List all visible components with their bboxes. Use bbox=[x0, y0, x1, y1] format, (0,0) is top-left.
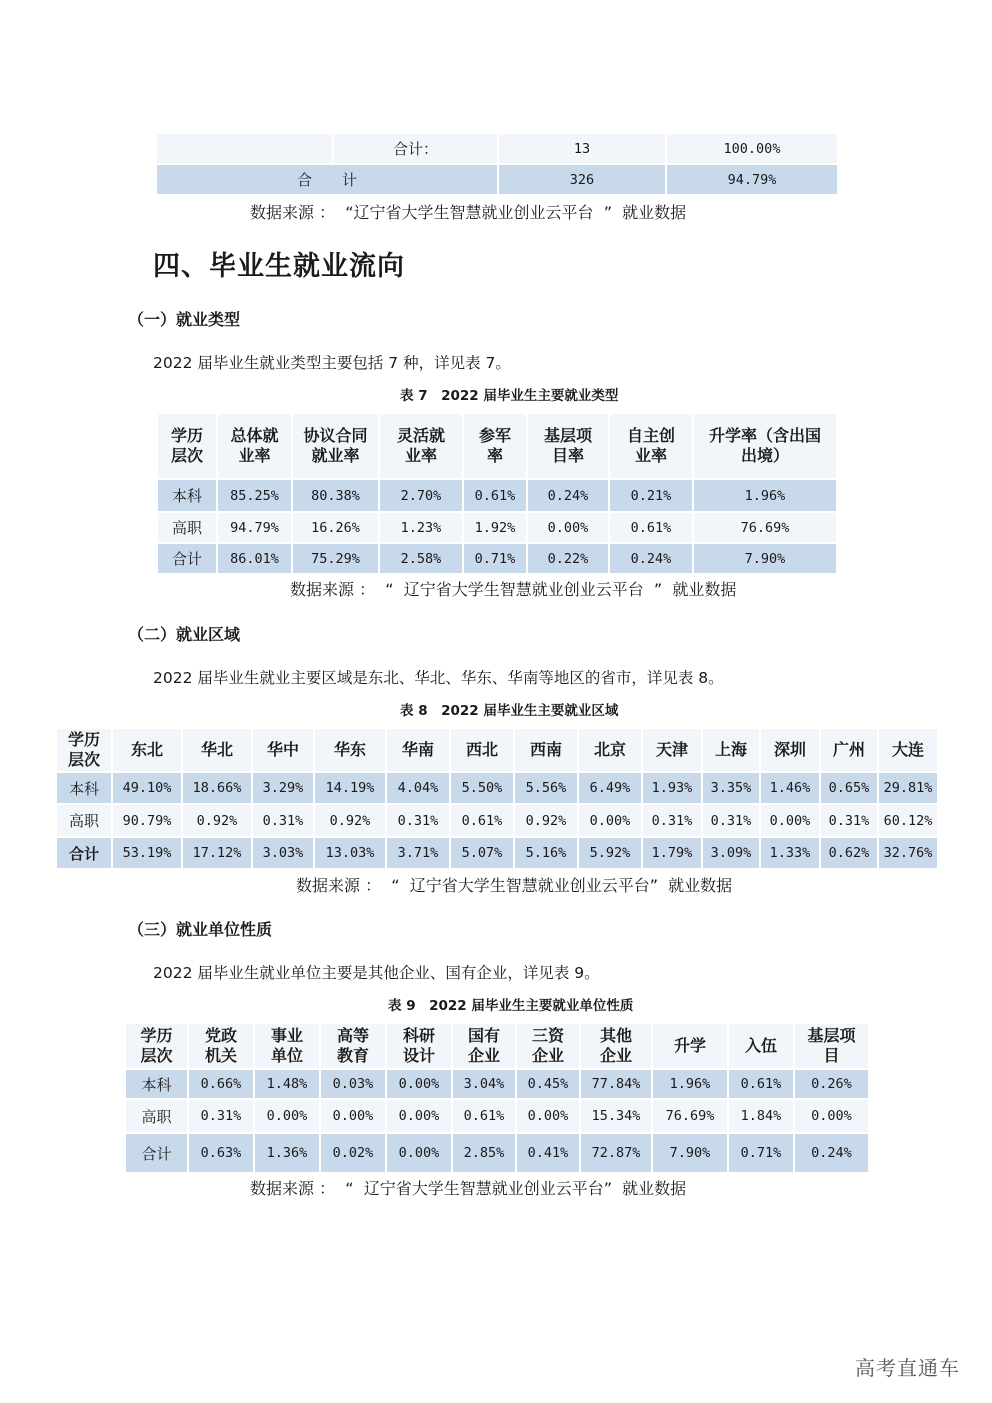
table-cell: 0.92% bbox=[182, 804, 252, 837]
table-cell: 1.84% bbox=[728, 1099, 794, 1133]
employment-region-table bbox=[55, 727, 939, 870]
table-cell: 85.25% bbox=[217, 479, 292, 512]
table-row bbox=[157, 479, 837, 512]
table-cell: 49.10% bbox=[112, 772, 182, 804]
subsection-heading: （一）就业类型 bbox=[128, 310, 241, 329]
table-row bbox=[56, 772, 938, 804]
row-label: 合计 bbox=[157, 543, 217, 574]
table-header-row bbox=[56, 728, 938, 772]
table-cell: 0.00% bbox=[760, 804, 820, 837]
table-cell: 合 计 bbox=[156, 164, 498, 195]
column-header: 华中 bbox=[252, 728, 314, 772]
column-header: 广州 bbox=[820, 728, 878, 772]
paragraph: 2022 届毕业生就业主要区域是东北、华北、华东、华南等地区的省市，详见表 8。 bbox=[153, 669, 724, 687]
table-cell: 0.31% bbox=[188, 1099, 254, 1133]
data-source-note: 数据来源 ： “ 辽宁省大学生智慧就业创业云平台 ” 就业数据 bbox=[290, 580, 737, 599]
employment-type-table bbox=[156, 412, 838, 575]
table-cell: 0.31% bbox=[702, 804, 760, 837]
column-header: 自主创业率 bbox=[609, 413, 693, 479]
row-label: 高职 bbox=[157, 512, 217, 543]
table-cell: 1.46% bbox=[760, 772, 820, 804]
table-cell: 0.00% bbox=[527, 512, 609, 543]
table-cell: 6.49% bbox=[578, 772, 642, 804]
column-header: 基层项目率 bbox=[527, 413, 609, 479]
table-cell: 0.65% bbox=[820, 772, 878, 804]
table-cell: 0.24% bbox=[609, 543, 693, 574]
table-cell: 0.02% bbox=[320, 1133, 386, 1173]
column-header: 党政机关 bbox=[188, 1023, 254, 1069]
table-cell: 0.71% bbox=[728, 1133, 794, 1173]
table-row bbox=[125, 1133, 869, 1173]
table-caption: 表 8 2022 届毕业生主要就业区域 bbox=[400, 703, 619, 719]
table-caption: 表 7 2022 届毕业生主要就业类型 bbox=[400, 388, 619, 404]
employer-type-table bbox=[124, 1022, 870, 1174]
table-cell: 1.96% bbox=[652, 1069, 728, 1099]
column-header: 总体就业率 bbox=[217, 413, 292, 479]
table-cell: 1.92% bbox=[463, 512, 527, 543]
table-cell: 0.61% bbox=[452, 1099, 516, 1133]
column-header: 协议合同就业率 bbox=[292, 413, 379, 479]
table-cell: 13 bbox=[498, 133, 666, 164]
table-cell: 72.87% bbox=[580, 1133, 652, 1173]
table-cell: 60.12% bbox=[878, 804, 938, 837]
column-header: 事业单位 bbox=[254, 1023, 320, 1069]
table-cell: 3.04% bbox=[452, 1069, 516, 1099]
table-cell: 2.85% bbox=[452, 1133, 516, 1173]
table-cell: 5.56% bbox=[514, 772, 578, 804]
table-cell: 0.92% bbox=[514, 804, 578, 837]
table-cell: 0.61% bbox=[450, 804, 514, 837]
table-cell: 80.38% bbox=[292, 479, 379, 512]
table-cell: 18.66% bbox=[182, 772, 252, 804]
table-cell: 326 bbox=[498, 164, 666, 195]
table-cell: 3.29% bbox=[252, 772, 314, 804]
table-cell: 13.03% bbox=[314, 837, 386, 869]
table-cell: 0.00% bbox=[254, 1099, 320, 1133]
table-cell: 75.29% bbox=[292, 543, 379, 574]
table-cell: 1.23% bbox=[379, 512, 463, 543]
table-cell: 0.00% bbox=[794, 1099, 869, 1133]
row-label: 合计 bbox=[125, 1133, 188, 1173]
table-cell: 0.21% bbox=[609, 479, 693, 512]
column-header: 北京 bbox=[578, 728, 642, 772]
table-cell: 1.79% bbox=[642, 837, 702, 869]
table-cell: 5.07% bbox=[450, 837, 514, 869]
table-cell: 1.96% bbox=[693, 479, 837, 512]
paragraph: 2022 届毕业生就业单位主要是其他企业、国有企业，详见表 9。 bbox=[153, 964, 600, 982]
table-cell: 2.70% bbox=[379, 479, 463, 512]
table-cell: 0.41% bbox=[516, 1133, 580, 1173]
table-row bbox=[125, 1099, 869, 1133]
table-row bbox=[125, 1069, 869, 1099]
column-header: 深圳 bbox=[760, 728, 820, 772]
table-cell: 0.71% bbox=[463, 543, 527, 574]
table-cell: 0.00% bbox=[386, 1099, 452, 1133]
table-cell: 1.93% bbox=[642, 772, 702, 804]
table-cell: 0.31% bbox=[386, 804, 450, 837]
table-cell: 0.66% bbox=[188, 1069, 254, 1099]
table-cell: 5.92% bbox=[578, 837, 642, 869]
table-row bbox=[157, 512, 837, 543]
column-header: 西北 bbox=[450, 728, 514, 772]
column-header: 科研设计 bbox=[386, 1023, 452, 1069]
table-cell: 100.00% bbox=[666, 133, 838, 164]
table-cell: 86.01% bbox=[217, 543, 292, 574]
data-source-note: 数据来源 ： “ 辽宁省大学生智慧就业创业云平台” 就业数据 bbox=[296, 876, 733, 895]
table-cell: 0.45% bbox=[516, 1069, 580, 1099]
watermark: 高考直通车 bbox=[855, 1356, 960, 1380]
column-header: 高等教育 bbox=[320, 1023, 386, 1069]
column-header: 升学 bbox=[652, 1023, 728, 1069]
row-label: 合计 bbox=[56, 837, 112, 869]
top-summary-table bbox=[155, 132, 839, 196]
subsection-heading: （二）就业区域 bbox=[128, 625, 241, 644]
table-cell: 0.31% bbox=[820, 804, 878, 837]
row-label: 本科 bbox=[125, 1069, 188, 1099]
table-cell: 0.31% bbox=[642, 804, 702, 837]
table-cell: 0.26% bbox=[794, 1069, 869, 1099]
column-header: 三资企业 bbox=[516, 1023, 580, 1069]
data-source-note: 数据来源 ： “ 辽宁省大学生智慧就业创业云平台” 就业数据 bbox=[250, 1179, 687, 1198]
table-row bbox=[56, 804, 938, 837]
table-cell: 94.79% bbox=[666, 164, 838, 195]
table-cell: 90.79% bbox=[112, 804, 182, 837]
paragraph: 2022 届毕业生就业类型主要包括 7 种，详见表 7。 bbox=[153, 354, 511, 372]
table-cell: 0.92% bbox=[314, 804, 386, 837]
table-cell: 16.26% bbox=[292, 512, 379, 543]
column-header: 天津 bbox=[642, 728, 702, 772]
table-cell: 0.63% bbox=[188, 1133, 254, 1173]
table-cell: 0.62% bbox=[820, 837, 878, 869]
column-header: 西南 bbox=[514, 728, 578, 772]
column-header: 东北 bbox=[112, 728, 182, 772]
table-row bbox=[156, 133, 838, 164]
table-cell: 7.90% bbox=[693, 543, 837, 574]
table-cell: 3.35% bbox=[702, 772, 760, 804]
column-header: 入伍 bbox=[728, 1023, 794, 1069]
data-source-note: 数据来源 ： “辽宁省大学生智慧就业创业云平台 ” 就业数据 bbox=[250, 203, 687, 222]
table-cell: 3.09% bbox=[702, 837, 760, 869]
table-cell: 0.00% bbox=[386, 1069, 452, 1099]
column-header: 升学率（含出国出境） bbox=[693, 413, 837, 479]
column-header: 国有企业 bbox=[452, 1023, 516, 1069]
table-cell: 0.22% bbox=[527, 543, 609, 574]
column-header: 其他企业 bbox=[580, 1023, 652, 1069]
table-cell: 3.71% bbox=[386, 837, 450, 869]
table-cell: 4.04% bbox=[386, 772, 450, 804]
table-cell: 0.00% bbox=[516, 1099, 580, 1133]
table-cell: 15.34% bbox=[580, 1099, 652, 1133]
table-cell: 1.36% bbox=[254, 1133, 320, 1173]
table-cell: 94.79% bbox=[217, 512, 292, 543]
table-caption: 表 9 2022 届毕业生主要就业单位性质 bbox=[388, 998, 634, 1014]
column-header: 学历层次 bbox=[56, 728, 112, 772]
section-title: 四、毕业生就业流向 bbox=[153, 251, 405, 282]
table-row bbox=[156, 164, 838, 195]
column-header: 大连 bbox=[878, 728, 938, 772]
table-cell: 76.69% bbox=[693, 512, 837, 543]
table-cell: 76.69% bbox=[652, 1099, 728, 1133]
table-cell: 7.90% bbox=[652, 1133, 728, 1173]
row-label: 高职 bbox=[56, 804, 112, 837]
table-cell: 0.03% bbox=[320, 1069, 386, 1099]
table-cell: 0.00% bbox=[320, 1099, 386, 1133]
column-header: 华南 bbox=[386, 728, 450, 772]
table-cell: 0.61% bbox=[609, 512, 693, 543]
column-header: 学历层次 bbox=[157, 413, 217, 479]
table-cell: 0.61% bbox=[728, 1069, 794, 1099]
column-header: 华东 bbox=[314, 728, 386, 772]
column-header: 基层项目 bbox=[794, 1023, 869, 1069]
table-cell: 0.61% bbox=[463, 479, 527, 512]
table-cell: 29.81% bbox=[878, 772, 938, 804]
table-cell: 合计： bbox=[333, 133, 498, 164]
table-cell: 0.24% bbox=[527, 479, 609, 512]
table-cell: 1.48% bbox=[254, 1069, 320, 1099]
table-cell: 0.00% bbox=[386, 1133, 452, 1173]
column-header: 灵活就业率 bbox=[379, 413, 463, 479]
table-cell: 0.24% bbox=[794, 1133, 869, 1173]
table-cell: 3.03% bbox=[252, 837, 314, 869]
table-cell: 0.00% bbox=[578, 804, 642, 837]
table-cell: 2.58% bbox=[379, 543, 463, 574]
column-header: 上海 bbox=[702, 728, 760, 772]
table-cell: 5.16% bbox=[514, 837, 578, 869]
table-cell: 5.50% bbox=[450, 772, 514, 804]
subsection-heading: （三）就业单位性质 bbox=[128, 920, 273, 939]
table-cell bbox=[156, 133, 333, 164]
table-cell: 14.19% bbox=[314, 772, 386, 804]
table-cell: 0.31% bbox=[252, 804, 314, 837]
column-header: 学历层次 bbox=[125, 1023, 188, 1069]
row-label: 本科 bbox=[56, 772, 112, 804]
table-row bbox=[56, 837, 938, 869]
table-cell: 32.76% bbox=[878, 837, 938, 869]
table-cell: 77.84% bbox=[580, 1069, 652, 1099]
table-cell: 17.12% bbox=[182, 837, 252, 869]
row-label: 本科 bbox=[157, 479, 217, 512]
column-header: 华北 bbox=[182, 728, 252, 772]
table-header-row bbox=[125, 1023, 869, 1069]
table-cell: 53.19% bbox=[112, 837, 182, 869]
table-header-row bbox=[157, 413, 837, 479]
table-row bbox=[157, 543, 837, 574]
column-header: 参军率 bbox=[463, 413, 527, 479]
table-cell: 1.33% bbox=[760, 837, 820, 869]
row-label: 高职 bbox=[125, 1099, 188, 1133]
